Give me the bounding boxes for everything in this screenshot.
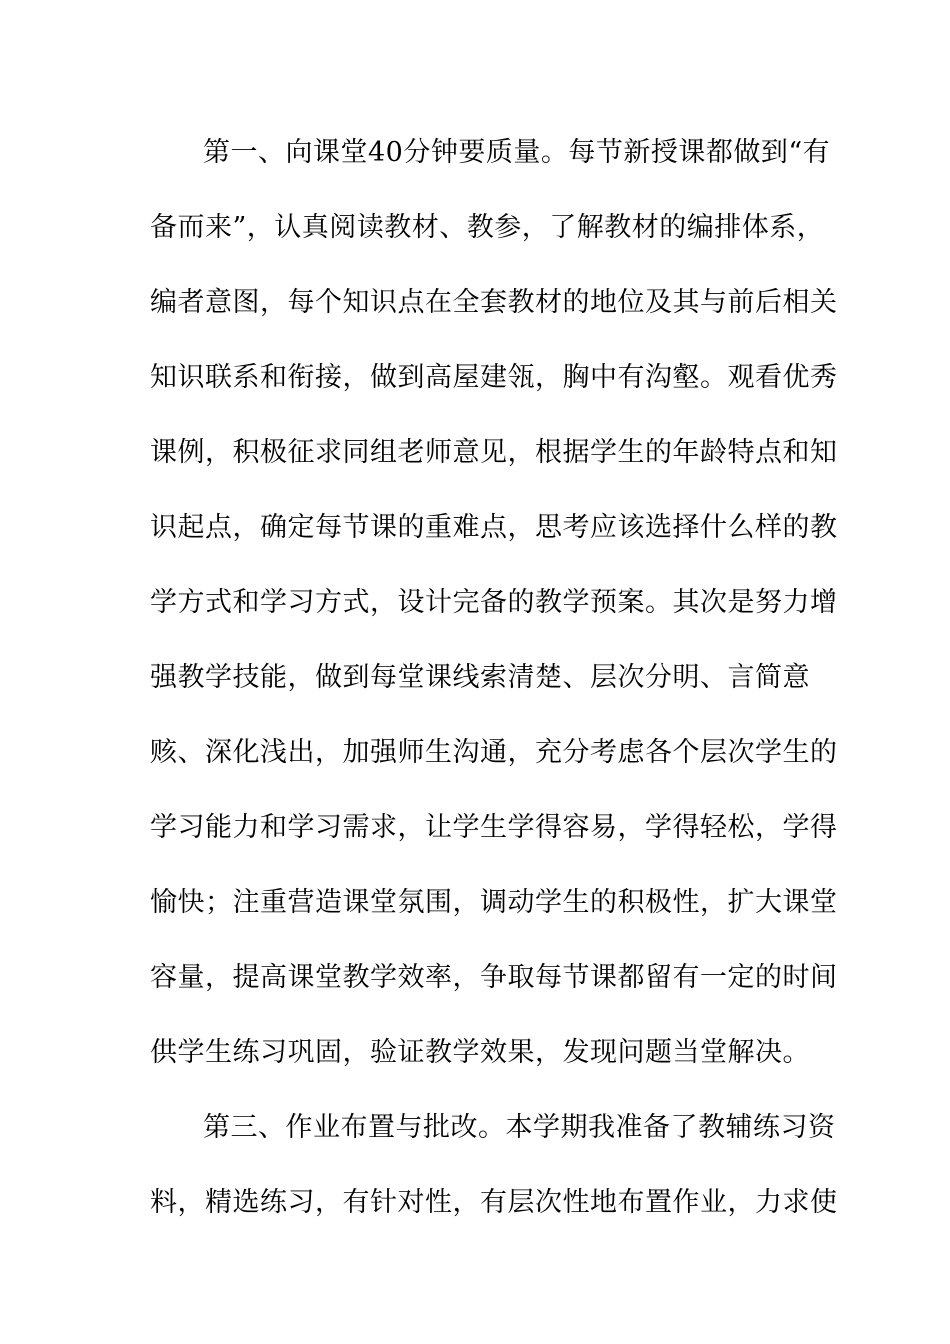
paragraph-1-line-4: 知识联系和衔接，做到高屋建瓴，胸中有沟壑。观看优秀: [150, 362, 838, 393]
paragraph-1-line-9: 赅、深化浅出，加强师生沟通，充分考虑各个层次学生的: [150, 737, 838, 768]
paragraph-1-line-13: 供学生练习巩固，验证教学效果，发现问题当堂解决。: [150, 1037, 810, 1068]
paragraph-2-line-2: 料，精选练习，有针对性，有层次性地布置作业，力求使: [150, 1187, 838, 1218]
paragraph-1-line-12: 容量，提高课堂教学效率，争取每节课都留有一定的时间: [150, 962, 838, 993]
paragraph-1-line-7: 学方式和学习方式，设计完备的教学预案。其次是努力增: [150, 587, 838, 618]
paragraph-1-line-6: 识起点，确定每节课的重难点，思考应该选择什么样的教: [150, 512, 838, 543]
paragraph-1-line-11: 愉快；注重营造课堂氛围，调动学生的积极性，扩大课堂: [150, 887, 838, 918]
paragraph-2-line-1: 第三、作业布置与批改。本学期我准备了教辅练习资: [203, 1112, 836, 1143]
paragraph-1-line-5: 课例，积极征求同组老师意见，根据学生的年龄特点和知: [150, 437, 838, 468]
paragraph-1-line-1: 第一、向课堂40分钟要质量。每节新授课都做到“有: [203, 137, 831, 168]
paragraph-1-line-2: 备而来”，认真阅读教材、教参，了解教材的编排体系，: [150, 212, 825, 243]
paragraph-1-line-10: 学习能力和学习需求，让学生学得容易，学得轻松，学得: [150, 812, 838, 843]
paragraph-1-line-8: 强教学技能，做到每堂课线索清楚、层次分明、言简意: [150, 662, 810, 693]
paragraph-1-line-3: 编者意图，每个知识点在全套教材的地位及其与前后相关: [150, 287, 838, 318]
